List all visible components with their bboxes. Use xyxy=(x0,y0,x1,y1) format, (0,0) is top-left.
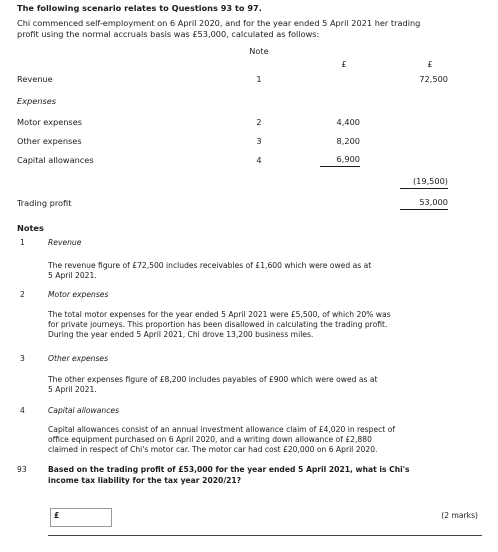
note-1-line-1: The revenue figure of £72,500 includes receivables of £1,600 which were owed as at xyxy=(48,261,372,270)
note-3-line-2: 5 April 2021. xyxy=(48,385,97,394)
revenue-note: 1 xyxy=(256,74,262,84)
other-expenses-amount: 8,200 xyxy=(336,136,360,146)
question-line-1: Based on the trading profit of £53,000 for the year ended 5 April 2021, what is Chi's xyxy=(48,465,410,474)
capital-allowances-label: Capital allowances xyxy=(17,155,94,165)
question-number: 93 xyxy=(17,465,27,474)
answer-input[interactable] xyxy=(66,509,112,524)
note-1-number: 1 xyxy=(20,238,25,247)
note-1-title: Revenue xyxy=(48,238,82,247)
col-header-pound-a: £ xyxy=(341,59,347,69)
marks-label: (2 marks) xyxy=(441,511,478,520)
note-3-line-1: The other expenses figure of £8,200 includes payables of £900 which were owed as at xyxy=(48,375,378,384)
motor-expenses-amount: 4,400 xyxy=(336,117,360,127)
note-2-number: 2 xyxy=(20,290,25,299)
expenses-label: Expenses xyxy=(17,96,57,106)
intro-line-1: Chi commenced self-employment on 6 April 2020, and for the year ended 5 April 2021 her trading xyxy=(17,18,421,28)
col-header-note: Note xyxy=(249,46,269,56)
scenario-heading: The following scenario relates to Questions 93 to 97. xyxy=(17,3,262,13)
revenue-label: Revenue xyxy=(17,74,53,84)
capital-allowances-note: 4 xyxy=(256,155,262,165)
expenses-total: (19,500) xyxy=(400,176,448,189)
note-2-title: Motor expenses xyxy=(48,290,109,299)
bottom-divider xyxy=(48,535,482,536)
note-4-line-2: office equipment purchased on 6 April 2020, and a writing down allowance of £2,880 xyxy=(48,435,372,444)
intro-line-2: profit using the normal accruals basis was £53,000, calculated as follows: xyxy=(17,29,320,39)
note-2-line-1: The total motor expenses for the year ended 5 April 2021 were £5,500, of which 20% was xyxy=(48,310,391,319)
note-4-title: Capital allowances xyxy=(48,406,120,415)
col-header-pound-b: £ xyxy=(427,59,433,69)
notes-heading: Notes xyxy=(17,223,44,233)
note-4-number: 4 xyxy=(20,406,25,415)
note-2-line-2: for private journeys. This proportion has been disallowed in calculating the trading profit. xyxy=(48,320,388,329)
other-expenses-label: Other expenses xyxy=(17,136,82,146)
trading-profit-amount: 53,000 xyxy=(400,197,448,210)
note-2-line-3: During the year ended 5 April 2021, Chi drove 13,200 business miles. xyxy=(48,330,314,339)
note-1-line-2: 5 April 2021. xyxy=(48,271,97,280)
revenue-amount: 72,500 xyxy=(419,74,448,84)
other-expenses-note: 3 xyxy=(256,136,262,146)
trading-profit-label: Trading profit xyxy=(17,198,72,208)
capital-allowances-amount: 6,900 xyxy=(320,154,360,167)
motor-expenses-note: 2 xyxy=(256,117,262,127)
note-3-title: Other expenses xyxy=(48,354,109,363)
note-4-line-3: claimed in respect of Chi's motor car. The motor car had cost £20,000 on 6 April 2020. xyxy=(48,445,378,454)
note-4-line-1: Capital allowances consist of an annual investment allowance claim of £4,020 in respect of xyxy=(48,425,396,434)
motor-expenses-label: Motor expenses xyxy=(17,117,82,127)
note-3-number: 3 xyxy=(20,354,25,363)
answer-currency-prefix: £ xyxy=(54,511,60,520)
question-line-2: income tax liability for the tax year 2020/21? xyxy=(48,476,242,485)
